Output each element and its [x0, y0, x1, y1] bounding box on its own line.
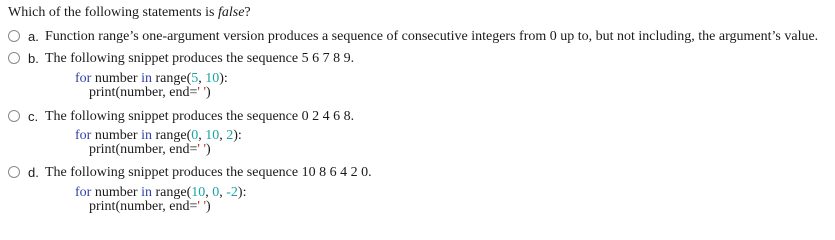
code-number: 2 — [226, 128, 234, 143]
code-b-line1 — [75, 72, 228, 86]
code-sep: , — [198, 128, 206, 143]
code-func: range( — [151, 128, 192, 143]
code-number: 0 — [212, 185, 220, 200]
code-b-line2 — [89, 86, 211, 100]
code-var: number — [91, 71, 142, 86]
code-c-line2 — [89, 143, 211, 157]
code-var: number — [91, 128, 142, 143]
code-print: print(number, end= — [89, 142, 198, 157]
code-number: -2 — [226, 185, 238, 200]
code-number: 10 — [191, 185, 206, 200]
question-prompt — [8, 4, 251, 22]
code-string: ' ' — [197, 199, 206, 214]
code-c-line1 — [75, 129, 242, 143]
code-print: print(number, end= — [89, 85, 198, 100]
code-print: print(number, end= — [89, 199, 198, 214]
option-c-text: The following snippet produces the sequence 0 2 4 6 8. — [45, 109, 355, 124]
option-b-letter: b. — [28, 51, 39, 66]
code-number: 0 — [191, 128, 199, 143]
code-sep: , — [198, 71, 206, 86]
code-string: ' ' — [197, 142, 206, 157]
code-close: ): — [219, 71, 228, 86]
radio-d[interactable] — [8, 166, 20, 178]
radio-c[interactable] — [8, 110, 20, 122]
code-string: ' ' — [197, 85, 206, 100]
code-print-close: ) — [205, 199, 211, 214]
option-c-letter: c. — [28, 109, 39, 124]
code-func: range( — [151, 71, 192, 86]
question-suffix: ? — [244, 5, 251, 20]
code-sep: , — [205, 185, 213, 200]
code-keyword: for — [75, 185, 92, 200]
code-keyword: in — [141, 71, 152, 86]
code-func: range( — [151, 185, 192, 200]
code-print-close: ) — [205, 85, 211, 100]
option-d-text: The following snippet produces the sequence 10 8 6 4 2 0. — [45, 165, 372, 180]
code-sep: , — [219, 185, 227, 200]
code-keyword: for — [75, 71, 92, 86]
question-emphasis: false — [217, 5, 245, 20]
code-keyword: in — [141, 185, 152, 200]
code-close: ): — [237, 185, 247, 200]
code-number: 10 — [205, 128, 220, 143]
radio-b[interactable] — [8, 52, 20, 64]
option-d-letter: d. — [28, 165, 39, 180]
option-a-text: Function range’s one-argument version produces a sequence of consecutive integers from 0 up to, but not including, the argument’s value. — [45, 29, 819, 44]
code-sep: , — [219, 128, 227, 143]
option-b-text: The following snippet produces the sequence 5 6 7 8 9. — [45, 51, 355, 66]
code-keyword: in — [141, 128, 152, 143]
code-number: 10 — [205, 71, 220, 86]
code-keyword: for — [75, 128, 92, 143]
code-var: number — [91, 185, 142, 200]
question-prefix: Which of the following statements is — [8, 5, 218, 20]
code-number: 5 — [191, 71, 199, 86]
code-d-line2 — [89, 200, 211, 214]
option-a-letter: a. — [28, 29, 39, 44]
code-print-close: ) — [205, 142, 211, 157]
code-close: ): — [233, 128, 242, 143]
code-d-line1 — [75, 186, 246, 200]
radio-a[interactable] — [8, 30, 20, 42]
